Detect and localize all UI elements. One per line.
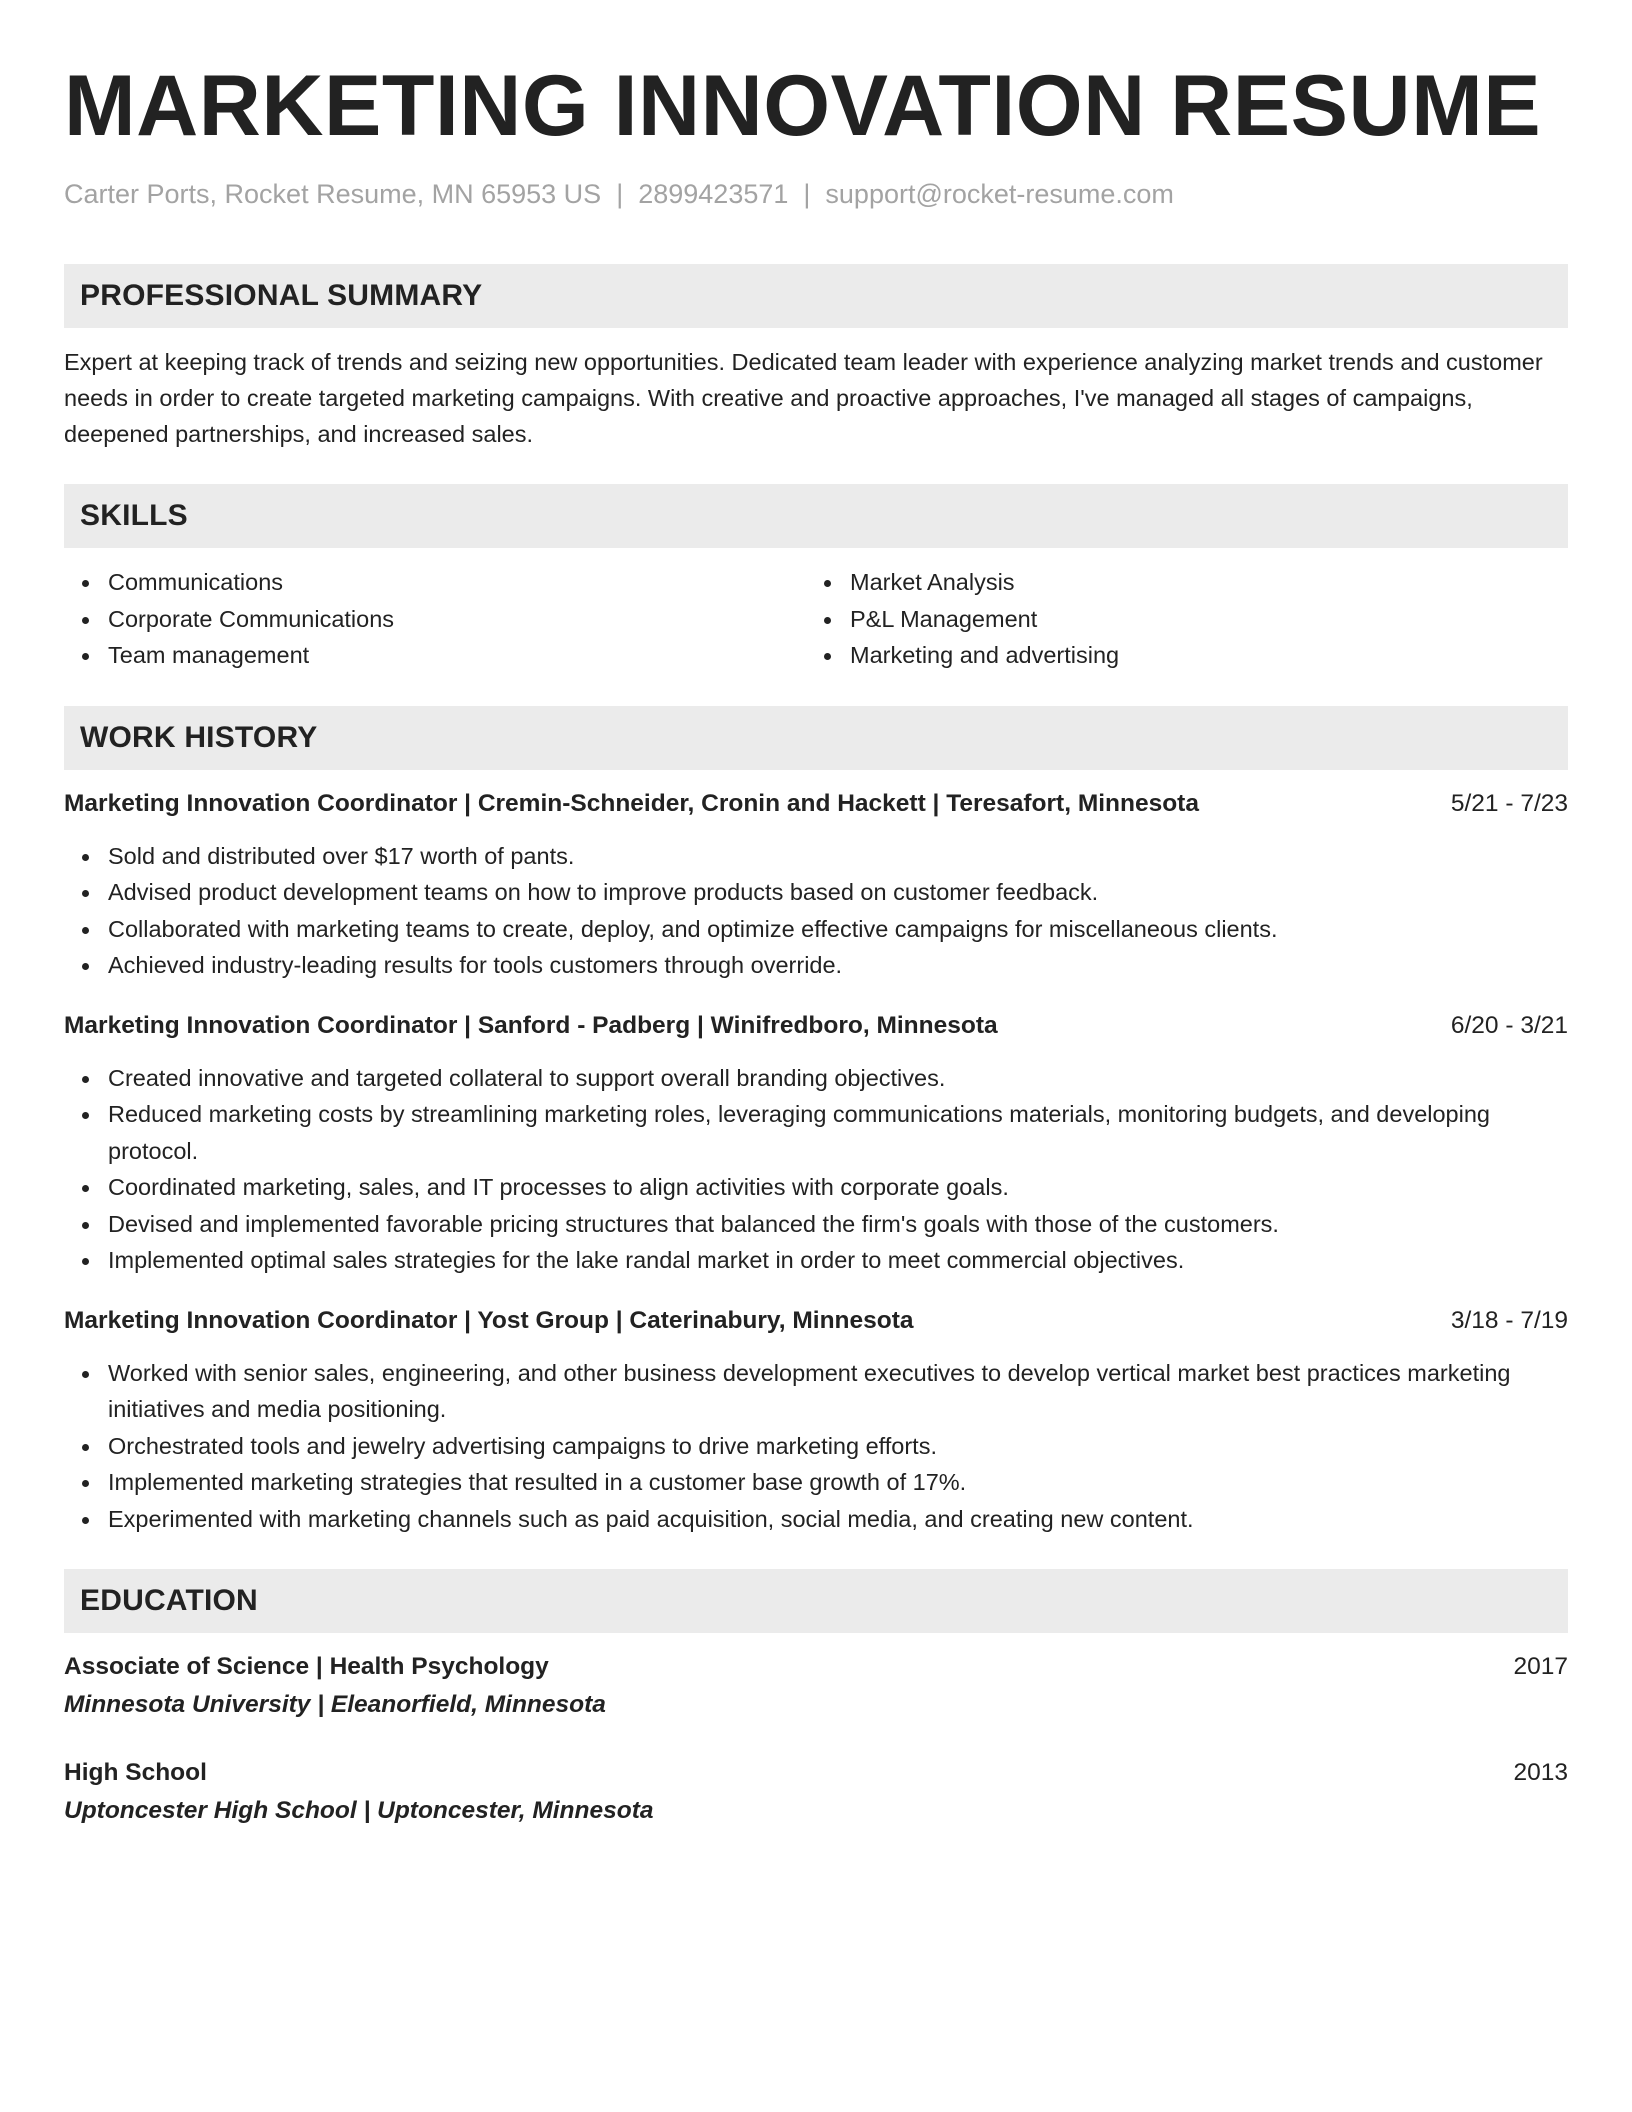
education-entry — [64, 1755, 1568, 1829]
job-bullet: Worked with senior sales, engineering, and other business development executives to develop vertical market best practices marketing initiatives and media positioning. — [64, 1355, 1568, 1428]
job-bullets — [64, 1060, 1568, 1279]
skills-heading: SKILLS — [64, 484, 1568, 548]
resume-title: MARKETING INNOVATION RESUME — [64, 58, 1542, 154]
skill-item: Corporate Communications — [64, 601, 806, 638]
education-heading: EDUCATION — [64, 1569, 1568, 1633]
job-entry — [64, 1008, 1568, 1279]
education-header — [64, 1755, 1568, 1791]
education-header — [64, 1649, 1568, 1685]
job-entry — [64, 1303, 1568, 1538]
resume-page — [64, 56, 1568, 1829]
skills-column-left — [64, 564, 806, 674]
job-bullet: Orchestrated tools and jewelry advertising campaigns to drive marketing efforts. — [64, 1428, 1568, 1465]
education-school: Minnesota University | Eleanorfield, Minnesota — [64, 1691, 606, 1718]
work-history-heading: WORK HISTORY — [64, 706, 1568, 770]
job-bullet: Devised and implemented favorable pricing structures that balanced the firm's goals with those of the customers. — [64, 1206, 1568, 1243]
job-bullet: Implemented marketing strategies that resulted in a customer base growth of 17%. — [64, 1464, 1568, 1501]
contact-email: support@rocket-resume.com — [825, 179, 1174, 209]
job-title: Marketing Innovation Coordinator | Sanford - Padberg | Winifredboro, Minnesota — [64, 1011, 998, 1039]
contact-separator: | — [616, 179, 624, 209]
job-entry — [64, 786, 1568, 984]
skill-item: Marketing and advertising — [806, 637, 1548, 674]
job-bullet: Created innovative and targeted collateral to support overall branding objectives. — [64, 1060, 1568, 1097]
education-entry — [64, 1649, 1568, 1723]
contact-phone: 2899423571 — [638, 179, 789, 209]
job-bullet: Collaborated with marketing teams to create, deploy, and optimize effective campaigns for miscellaneous clients. — [64, 911, 1568, 948]
job-dates: 5/21 - 7/23 — [1450, 789, 1568, 817]
job-header — [64, 1303, 1568, 1339]
education-year: 2017 — [1513, 1653, 1568, 1680]
skill-item: Communications — [64, 564, 806, 601]
contact-separator: | — [803, 179, 811, 209]
job-bullet: Implemented optimal sales strategies for the lake randal market in order to meet commercial objectives. — [64, 1242, 1568, 1279]
job-bullet: Reduced marketing costs by streamlining marketing roles, leveraging communications materials, monitoring budgets, and developing protocol. — [64, 1096, 1568, 1169]
skills-list — [64, 564, 1568, 674]
summary-heading: PROFESSIONAL SUMMARY — [64, 264, 1568, 328]
summary-text: Expert at keeping track of trends and seizing new opportunities. Dedicated team leader with experience analyzing market trends and customer needs in order to create targeted marketing campaigns. With creative and proactive approaches, I've managed all stages of campaigns, deepened partnerships, and increased sales. — [64, 349, 1543, 447]
job-bullet: Coordinated marketing, sales, and IT processes to align activities with corporate goals. — [64, 1169, 1568, 1206]
job-title: Marketing Innovation Coordinator | Cremin-Schneider, Cronin and Hackett | Teresafort, Minnesota — [64, 789, 1199, 817]
job-bullet: Sold and distributed over $17 worth of pants. — [64, 838, 1568, 875]
job-bullet: Achieved industry-leading results for tools customers through override. — [64, 947, 1568, 984]
contact-address: Carter Ports, Rocket Resume, MN 65953 US — [64, 179, 602, 209]
job-bullet: Experimented with marketing channels such as paid acquisition, social media, and creating new content. — [64, 1501, 1568, 1538]
job-bullets — [64, 838, 1568, 984]
education-year: 2013 — [1513, 1759, 1568, 1786]
skill-item: Team management — [64, 637, 806, 674]
education-school: Uptoncester High School | Uptoncester, Minnesota — [64, 1797, 654, 1824]
job-dates: 6/20 - 3/21 — [1450, 1011, 1568, 1039]
job-title: Marketing Innovation Coordinator | Yost Group | Caterinabury, Minnesota — [64, 1306, 914, 1334]
education-degree: Associate of Science | Health Psychology — [64, 1653, 549, 1680]
contact-line — [64, 176, 1568, 212]
job-dates: 3/18 - 7/19 — [1450, 1306, 1568, 1334]
skills-column-right — [806, 564, 1548, 674]
job-header — [64, 786, 1568, 822]
skill-item: P&L Management — [806, 601, 1548, 638]
job-header — [64, 1008, 1568, 1044]
job-bullets — [64, 1355, 1568, 1538]
education-degree: High School — [64, 1759, 207, 1786]
job-bullet: Advised product development teams on how to improve products based on customer feedback. — [64, 874, 1568, 911]
skill-item: Market Analysis — [806, 564, 1548, 601]
